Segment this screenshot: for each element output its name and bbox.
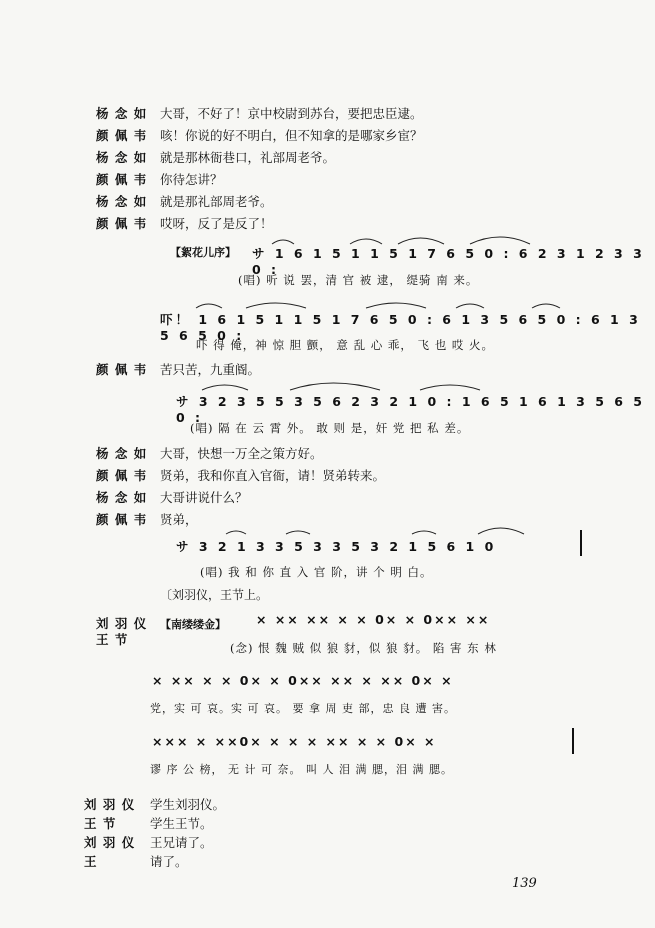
speaker: 颜 佩 韦: [96, 216, 148, 231]
speaker: 颜 佩 韦: [96, 362, 148, 377]
rhythm-line: × ×× ×× × × 0× × 0×× ××: [256, 612, 491, 627]
rhythm-line: ××× × ××0× × × × ×× × × 0× ×: [152, 734, 437, 749]
jianpu-line: サ 1 6 1 5 1 1 5 1 7 6 5 0 : 6 2 3 1 2 3 3 0 :: [252, 246, 645, 277]
dialogue-line: 请了。: [150, 854, 188, 869]
dialogue-line: 大哥，不好了！京中校尉到苏台，要把忠臣逮。: [160, 106, 423, 121]
speaker: 杨 念 如: [96, 490, 148, 505]
dialogue-line: 你待怎讲？: [160, 172, 223, 187]
jianpu-line: 吓！ 1 6 1 5 1 1 5 1 7 6 5 0 : 6 1 3 5 6 5 0 : 6 1 3 5 6 5 0 :: [160, 312, 641, 343]
lyrics-line: 吓 得 俺，神 惊 胆 颤， 意 乱 心 乖， 飞 也 哎 火。: [196, 338, 495, 352]
lyrics-line: (唱) 隔 在 云 霄 外。 敢 则 是，奸 党 把 私 差。: [190, 421, 470, 435]
speaker: 杨 念 如: [96, 194, 148, 209]
dialogue-line: 大哥，快想一万全之策方好。: [160, 446, 323, 461]
dialogue-line: 王兄请了。: [150, 835, 213, 850]
speaker: 杨 念 如: [96, 446, 148, 461]
speaker: 杨 念 如: [96, 150, 148, 165]
dialogue-line: 就是那林衙巷口，礼部周老爷。: [160, 150, 336, 165]
dialogue-line: 哎呀，反了是反了！: [160, 216, 273, 231]
dialogue-line: 贤弟，: [160, 512, 198, 527]
speaker: 王 节: [84, 816, 117, 831]
speaker: 颜 佩 韦: [96, 468, 148, 483]
speaker: 王: [84, 854, 98, 869]
lyrics-line: (唱) 听 说 罢，清 官 被 逮， 缇骑 南 来。: [238, 273, 479, 287]
dialogue-line: 学生王节。: [150, 816, 213, 831]
speaker: 王 节: [96, 632, 129, 647]
speaker: 杨 念 如: [96, 106, 148, 121]
dialogue-line: 苦只苦，九重阍。: [160, 362, 261, 377]
dialogue-line: 就是那礼部周老爷。: [160, 194, 273, 209]
dialogue-line: 大哥讲说什么？: [160, 490, 248, 505]
dialogue-line: 学生刘羽仪。: [150, 797, 226, 812]
speaker: 颜 佩 韦: [96, 128, 148, 143]
tune-name: 【南缕缕金】: [160, 618, 226, 631]
dialogue-line: 咳！你说的好不明白，但不知拿的是哪家乡宦？: [160, 128, 423, 143]
dialogue-line: 贤弟，我和你直入官衙，请！贤弟转来。: [160, 468, 386, 483]
page-number: 139: [512, 876, 537, 891]
speaker: 刘 羽 仪: [96, 616, 148, 631]
lyrics-line: (念) 恨 魏 贼 似 狼 豺，似 狼 豺。 陷 害 东 林: [230, 641, 497, 655]
speaker: 颜 佩 韦: [96, 512, 148, 527]
lyrics-line: 党，实 可 哀。实 可 哀。 要 拿 周 吏 部，忠 良 遭 害。: [150, 702, 456, 715]
jianpu-line: サ 3 2 3 5 5 3 5 6 2 3 2 1 0 : 1 6 5 1 6 1 3 5 6 5 0 :: [176, 394, 645, 425]
rhythm-line: × ×× × × 0× × 0×× ×× × ×× 0× ×: [152, 673, 454, 688]
lyrics-line: (唱) 我 和 你 直 入 官 阶，讲 个 明 白。: [200, 565, 433, 579]
speaker: 刘 羽 仪: [84, 797, 136, 812]
speaker: 颜 佩 韦: [96, 172, 148, 187]
lyrics-line: 谬 序 公 榜， 无 计 可 奈。 叫 人 泪 满 腮，泪 满 腮。: [150, 763, 453, 776]
stage-direction: 〔刘羽仪，王节上。: [160, 588, 269, 602]
speaker: 刘 羽 仪: [84, 835, 136, 850]
tune-name: 【絮花儿序】: [170, 246, 236, 259]
jianpu-line: サ 3 2 1 3 3 5 3 3 5 3 2 1 5 6 1 0: [176, 539, 497, 554]
